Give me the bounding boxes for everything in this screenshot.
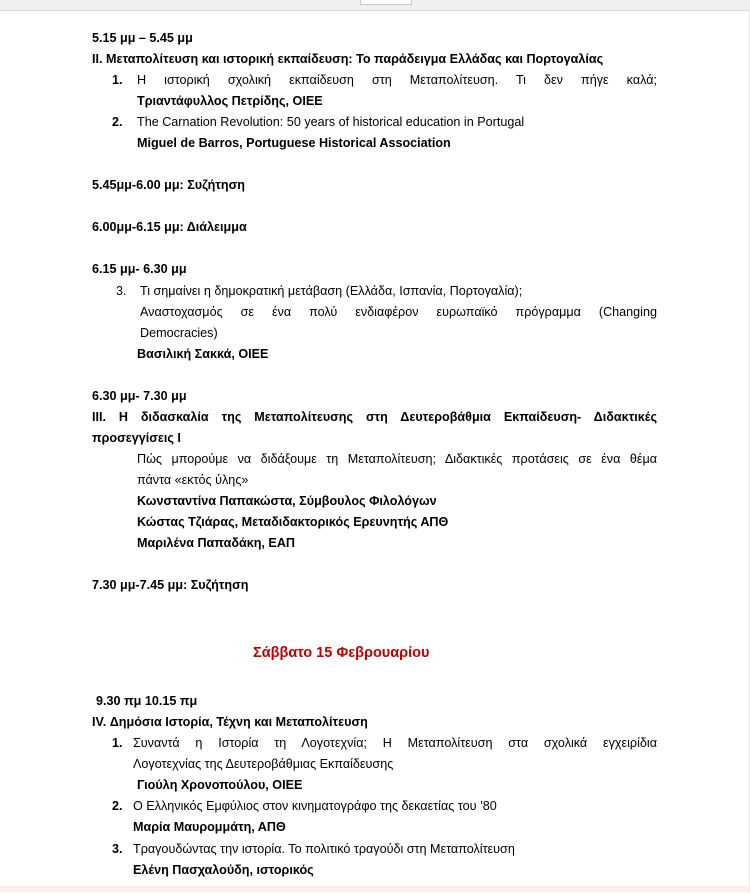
item-author: Γιούλη Χρονοπούλου, ΟΙΕΕ bbox=[137, 778, 303, 792]
session-time: 6.30 μμ- 7.30 μμ bbox=[92, 389, 187, 403]
item-text: Συναντά η Ιστορία τη Λογοτεχνία; Η Μεταπολίτευση στα σχολικά εγχειρίδια bbox=[133, 736, 657, 750]
item-text: Ο Ελληνικός Εμφύλιος στον κινηματογράφο της δεκαετίας του ’80 bbox=[133, 799, 497, 813]
item-number: 2. bbox=[112, 799, 123, 813]
item-text: Λογοτεχνίας της Δευτεροβάθμιας Εκπαίδευσης bbox=[133, 757, 394, 771]
discussion-line: 5.45μμ-6.00 μμ: Συζήτηση bbox=[92, 178, 245, 192]
item-text: Democracies) bbox=[140, 326, 218, 340]
session-title: ΙΙ. Μεταπολίτευση και ιστορική εκπαίδευση: Το παράδειγμα Ελλάδας και Πορτογαλίας bbox=[92, 52, 604, 66]
session-time: 6.15 μμ- 6.30 μμ bbox=[92, 262, 187, 276]
session-title: ΙΙΙ. Η διδασκαλία της Μεταπολίτευσης στη Δευτεροβάθμια Εκπαίδευση- Διδακτικές bbox=[92, 410, 657, 424]
discussion-line: 7.30 μμ-7.45 μμ: Συζήτηση bbox=[92, 578, 249, 592]
item-author: Τριαντάφυλλος Πετρίδης, ΟΙΕΕ bbox=[137, 94, 323, 108]
item-author: Μαρία Μαυρομμάτη, ΑΠΘ bbox=[133, 820, 286, 834]
item-text: Πώς μπορούμε να διδάξουμε τη Μεταπολίτευση; Διδακτικές προτάσεις σε ένα θέμα bbox=[137, 452, 657, 466]
item-author: Μαριλένα Παπαδάκη, ΕΑΠ bbox=[137, 536, 296, 550]
item-number: 3. bbox=[112, 842, 123, 856]
item-number: 1. bbox=[112, 736, 123, 750]
item-author: Ελένη Πασχαλούδη, ιστορικός bbox=[133, 863, 314, 877]
item-number: 1. bbox=[112, 73, 123, 87]
item-author: Miguel de Barros, Portuguese Historical Association bbox=[137, 136, 451, 150]
session-title: προσεγγίσεις Ι bbox=[92, 431, 181, 445]
bottom-strip bbox=[0, 886, 750, 892]
item-text: Η ιστορική σχολική εκπαίδευση στη Μεταπολίτευση. Τι δεν πήγε καλά; bbox=[137, 73, 657, 87]
top-toolbar-strip bbox=[0, 0, 750, 10]
document-page bbox=[0, 10, 749, 893]
item-text: The Carnation Revolution: 50 years of historical education in Portugal bbox=[137, 115, 525, 129]
session-time: 5.15 μμ – 5.45 μμ bbox=[92, 31, 193, 45]
item-number: 2. bbox=[112, 115, 123, 129]
item-author: Κώστας Τζιάρας, Μεταδιδακτορικός Ερευνητής ΑΠΘ bbox=[137, 515, 449, 529]
item-author: Βασιλική Σακκά, ΟΙΕΕ bbox=[137, 347, 269, 361]
day-heading: Σάββατο 15 Φεβρουαρίου bbox=[253, 645, 430, 661]
session-title: IV. Δημόσια Ιστορία, Τέχνη και Μεταπολίτευση bbox=[92, 715, 368, 729]
item-author: Κωνσταντίνα Παπακώστα, Σύμβουλος Φιλολόγων bbox=[137, 494, 437, 508]
break-line: 6.00μμ-6.15 μμ: Διάλειμμα bbox=[92, 220, 247, 234]
item-number: 3. bbox=[116, 284, 127, 298]
item-text: πάντα «εκτός ύλης» bbox=[137, 473, 249, 487]
scroll-tab[interactable] bbox=[360, 0, 412, 5]
session-time: 9.30 πμ 10.15 πμ bbox=[96, 694, 198, 708]
item-text: Τραγουδώντας την ιστορία. Το πολιτικό τραγούδι στη Μεταπολίτευση bbox=[133, 842, 515, 856]
item-text: Τι σημαίνει η δημοκρατική μετάβαση (Ελλάδα, Ισπανία, Πορτογαλία); bbox=[140, 284, 523, 298]
item-text: Αναστοχασμός σε ένα πολύ ενδιαφέρον ευρωπαϊκό πρόγραμμα (Changing bbox=[140, 305, 657, 319]
